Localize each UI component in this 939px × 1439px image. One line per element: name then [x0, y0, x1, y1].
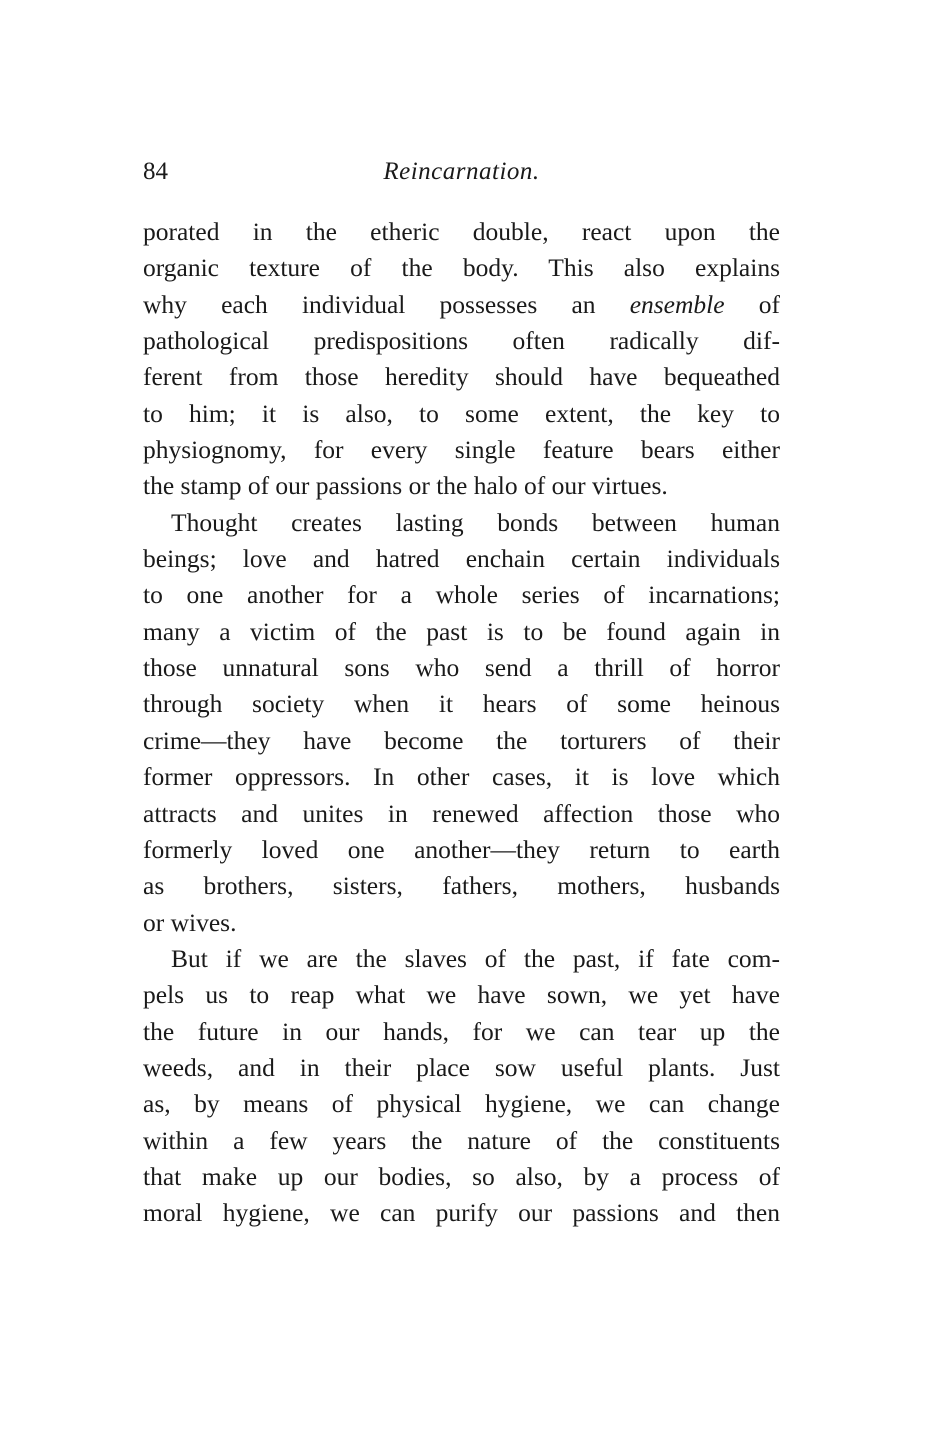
paragraph-3	[143, 941, 780, 1232]
text-line: ferent from those heredity should have bequeathed	[143, 362, 780, 392]
text-line: weeds, and in their place sow useful plants. Just	[143, 1052, 780, 1082]
text-line: to one another for a whole series of incarnations;	[143, 580, 780, 610]
paragraph-2	[143, 505, 780, 941]
text-line: But if we are the slaves of the past, if fate com-	[171, 943, 780, 973]
text-line: the stamp of our passions or the halo of our virtues.	[143, 471, 668, 501]
running-title: Reincarnation.	[383, 158, 540, 185]
page-number: 84	[143, 158, 168, 185]
text-line: or wives.	[143, 907, 237, 937]
text-segment: of	[724, 289, 780, 319]
text-line: attracts and unites in renewed affection those who	[143, 798, 780, 828]
text-line: pels us to reap what we have sown, we yet have	[143, 980, 780, 1010]
text-line: as brothers, sisters, fathers, mothers, husbands	[143, 871, 780, 901]
text-line: moral hygiene, we can purify our passions and then	[143, 1198, 780, 1228]
text-line: to him; it is also, to some extent, the key to	[143, 398, 780, 428]
text-line: beings; love and hatred enchain certain individuals	[143, 544, 780, 574]
text-line: through society when it hears of some heinous	[143, 689, 780, 719]
text-line: crime—they have become the torturers of their	[143, 725, 780, 755]
text-line: pathological predispositions often radically dif-	[143, 326, 780, 356]
text-line: that make up our bodies, so also, by a process of	[143, 1161, 780, 1191]
text-line: porated in the etheric double, react upon the	[143, 217, 780, 246]
text-line: within a few years the nature of the constituents	[143, 1125, 780, 1155]
text-line: many a victim of the past is to be found again in	[143, 616, 780, 646]
italic-term: ensemble	[629, 289, 725, 319]
text-line: physiognomy, for every single feature bears either	[143, 435, 780, 465]
page-header	[143, 156, 780, 188]
body-text	[143, 214, 780, 1232]
text-segment: why each individual possesses an	[143, 289, 630, 319]
text-line: formerly loved one another—they return to earth	[143, 834, 780, 864]
text-line: organic texture of the body. This also explains	[143, 253, 780, 283]
text-line: as, by means of physical hygiene, we can change	[143, 1089, 780, 1119]
text-line: Thought creates lasting bonds between human	[171, 507, 780, 537]
paragraph-1	[143, 214, 780, 505]
text-line: those unnatural sons who send a thrill of horror	[143, 653, 780, 683]
text-line: the future in our hands, for we can tear up the	[143, 1016, 780, 1046]
text-line: former oppressors. In other cases, it is love which	[143, 762, 780, 792]
text-line	[143, 287, 780, 323]
